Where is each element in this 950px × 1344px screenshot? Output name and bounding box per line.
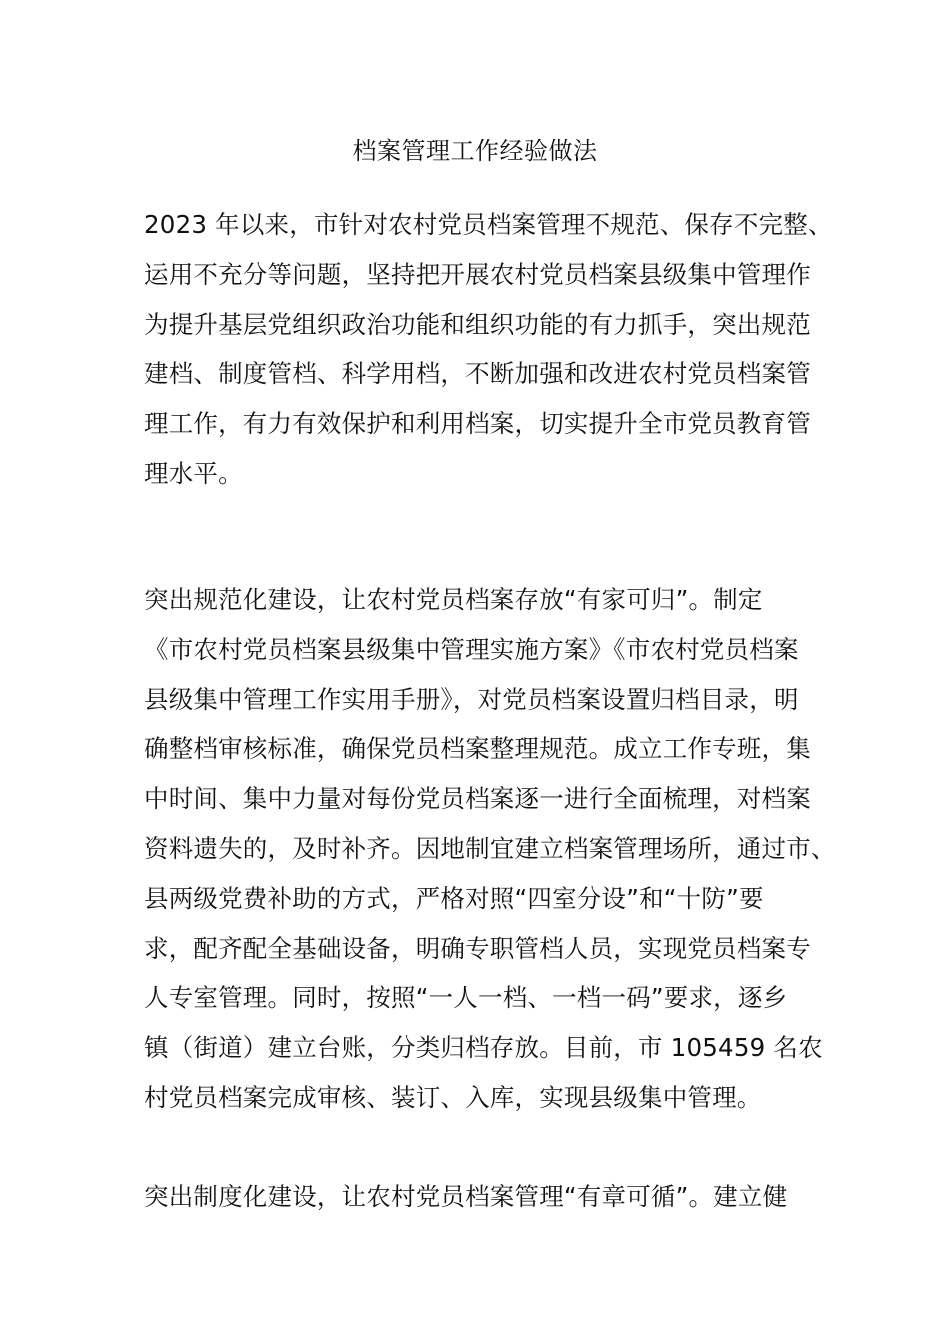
- paragraph-line: 确整档审核标准，确保党员档案整理规范。成立工作专班，集: [144, 734, 811, 764]
- paragraph-intro: [144, 200, 833, 499]
- paragraph-standardization: [144, 575, 836, 1123]
- paragraph-line: 突出规范化建设，让农村党员档案存放“有家可归”。制定: [144, 585, 763, 614]
- paragraph-line: 镇（街道）建立台账，分类归档存放。目前，市 105459 名农: [144, 1033, 823, 1063]
- paragraph-line: 建档、制度管档、科学用档，不断加强和改进农村党员档案管: [144, 359, 811, 389]
- paragraph-line: 资料遗失的，及时补齐。因地制宜建立档案管理场所，通过市、: [144, 833, 836, 863]
- paragraph-line: 为提升基层党组织政治功能和组织功能的有力抓手，突出规范: [144, 309, 811, 339]
- paragraph-institutionalization: [144, 1172, 814, 1222]
- paragraph-line: 县两级党费补助的方式，严格对照“四室分设”和“十防”要: [144, 883, 764, 913]
- paragraph-line: 运用不充分等问题，坚持把开展农村党员档案县级集中管理作: [144, 259, 811, 289]
- paragraph-line: 中时间、集中力量对每份党员档案逐一进行全面梳理，对档案: [144, 784, 811, 814]
- paragraph-line: 县级集中管理工作实用手册》，对党员档案设置归档目录，明: [144, 684, 799, 714]
- paragraph-line: 2023 年以来，市针对农村党员档案管理不规范、保存不完整、: [144, 210, 833, 239]
- paragraph-line: 人专室管理。同时，按照“一人一档、一档一码”要求，逐乡: [144, 983, 788, 1013]
- document-title: 档案管理工作经验做法: [352, 137, 598, 165]
- paragraph-line: 突出制度化建设，让农村党员档案管理“有章可循”。建立健: [144, 1182, 788, 1211]
- paragraph-line: 村党员档案完成审核、装订、入库，实现县级集中管理。: [144, 1082, 762, 1112]
- paragraph-line: 理水平。: [144, 458, 243, 488]
- paragraph-line: 理工作，有力有效保护和利用档案，切实提升全市党员教育管: [144, 409, 811, 439]
- paragraph-line: 求，配齐配全基础设备，明确专职管档人员，实现党员档案专: [144, 933, 811, 963]
- paragraph-line: 《市农村党员档案县级集中管理实施方案》《市农村党员档案: [144, 634, 799, 664]
